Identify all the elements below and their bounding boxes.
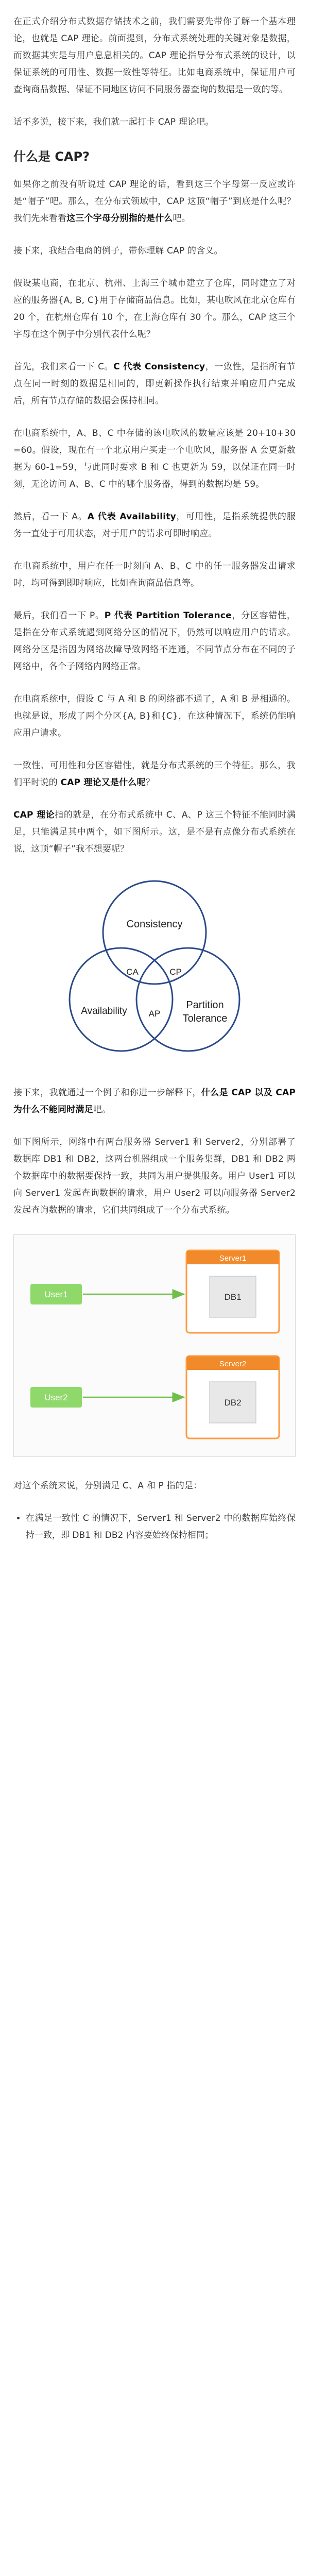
- system-diagram: [13, 1234, 296, 1457]
- paragraph-cap-definition: [13, 807, 296, 858]
- text: 如果你之前没有听说过 CAP 理论的话，看到这三个字母第一反应或许是“帽子”吧。那么，在分布式领域中，CAP 这顶“帽子”到底是什么呢？我们先来看看: [13, 179, 296, 224]
- paragraph-partition: [13, 607, 296, 675]
- paragraph-availability: [13, 509, 296, 543]
- server1-label: Server1: [219, 1254, 247, 1263]
- paragraph-consistency: [13, 359, 296, 410]
- paragraph-hat: [13, 176, 296, 227]
- paragraph-example-intro: 接下来，我结合电商的例子，带你理解 CAP 的含义。: [13, 246, 223, 256]
- paragraph-cap-question: [13, 757, 296, 791]
- partition-label-line2: Tolerance: [182, 1013, 228, 1024]
- paragraph-consistency-example: 在电商系统中，A、B、C 中存储的该电吹风的数量应该是 20+10+30=60。假设，现在有一个北京用户买走一个电吹风，服务器 A 会更新数据为 60-1=59，与此同时要求 B 和 C 也更新为 59，以保证在同一时刻，无论访问 A、B、C 中的哪个服务器，得到的数据均是 59。: [13, 428, 296, 489]
- text: ，一致性，是指所有节点在同一时刻的数据是相同的，即更新操作执行结束并响应用户完成后，所有节点存储的数据会保持相同。: [13, 362, 296, 406]
- emphasis: P 代表 Partition Tolerance: [104, 611, 232, 621]
- paragraph-availability-example: 在电商系统中，用户在任一时刻向 A、B、C 中的任一服务器发出请求时，均可得到即时响应，比如查询商品信息等。: [13, 561, 296, 588]
- ca-label: CA: [126, 967, 139, 977]
- text: 吧。: [173, 213, 191, 224]
- paragraph-lead: 话不多说，接下来，我们就一起打卡 CAP 理论吧。: [13, 117, 214, 127]
- user2-label: User2: [44, 1393, 68, 1402]
- paragraph-explain-intro: [13, 1084, 296, 1118]
- text: 首先，我们来看一下 C。: [13, 362, 114, 372]
- emphasis: 这三个字母分别指的是什么: [66, 213, 173, 224]
- list-item: • 在满足一致性 C 的情况下，Server1 和 Server2 中的数据库始终保持一致，即 DB1 和 DB2 内容要始终保持相同；: [26, 1510, 296, 1544]
- partition-label-line1: Partition: [186, 999, 224, 1011]
- ap-label: AP: [148, 1009, 161, 1019]
- db2-label: DB2: [224, 1398, 242, 1408]
- user1-label: User1: [44, 1290, 68, 1299]
- text: ，分区容错性，是指在分布式系统遇到网络分区的情况下，仍然可以响应用户的请求。网络分区是指因为网络故障导致网络不连通，不同节点分布在不同的子网络中，各个子网络内网络正常。: [13, 611, 296, 672]
- text: ，可用性，是指系统提供的服务一直处于可用状态，对于用户的请求可即时响应。: [13, 512, 296, 539]
- emphasis: CAP 理论又是什么呢: [60, 777, 146, 788]
- cap-venn-diagram: [13, 873, 296, 1064]
- emphasis: 什么是 CAP 以及 CAP 为什么不能同时满足: [13, 1088, 296, 1115]
- paragraph-partition-example: 在电商系统中，假设 C 与 A 和 B 的网络都不通了，A 和 B 是相通的。也就是说，形成了两个分区{A, B}和{C}，在这种情况下，系统仍能响应用户请求。: [13, 694, 296, 738]
- text: ？: [145, 777, 155, 788]
- section-heading-what-is-cap: 什么是 CAP?: [13, 149, 90, 164]
- consistency-label: Consistency: [126, 919, 183, 930]
- availability-circle: [70, 948, 173, 1051]
- text: 一致性、可用性和分区容错性，就是分布式系统的三个特征。那么，我们平时说的: [13, 760, 296, 788]
- cap-meaning-list: [13, 1510, 296, 1544]
- text: 最后，我们看一下 P。: [13, 611, 105, 621]
- cp-label: CP: [169, 967, 182, 977]
- paragraph-cap-meaning: 对这个系统来说，分别满足 C、A 和 P 指的是：: [13, 1481, 202, 1491]
- db1-label: DB1: [224, 1292, 242, 1302]
- availability-label: Availability: [81, 1006, 127, 1016]
- emphasis: C 代表 Consistency: [113, 362, 205, 372]
- consistency-circle: [103, 881, 206, 984]
- text: 接下来，我就通过一个例子和你进一步解释下，: [13, 1088, 201, 1098]
- system-svg: [14, 1235, 295, 1455]
- emphasis: CAP 理论: [13, 810, 55, 820]
- paragraph-intro: 在正式介绍分布式数据存储技术之前，我们需要先带你了解一个基本理论，也就是 CAP 理论。前面提到，分布式系统处理的关键对象是数据，而数据其实是与用户息息相关的。CAP 理论指导分布式系统的设计，以保证系统的可用性、数据一致性等特征。比如电商系统中，保证用户可查询商品数据、保证不同地区访问不同服务器查询的数据是一致的等。: [13, 16, 296, 95]
- venn-svg: [57, 873, 252, 1064]
- emphasis: A 代表 Availability: [87, 512, 176, 522]
- text: 吧。: [93, 1105, 111, 1115]
- paragraph-warehouses: 假设某电商，在北京、杭州、上海三个城市建立了仓库，同时建立了对应的服务器{A, B, C}用于存储商品信息。比如，某电吹风在北京仓库有 20 个，在杭州仓库有 10 个，在上海仓库有 30 个。那么，CAP 这三个字母在这个例子中分别代表什么呢？: [13, 278, 296, 340]
- server2-label: Server2: [219, 1360, 247, 1368]
- text: 然后，看一下 A。: [13, 512, 88, 522]
- text: 指的就是，在分布式系统中 C、A、P 这三个特征不能同时满足，只能满足其中两个，如下图所示。这，是不是有点像分布式系统在说，这顶“帽子”我不想要呢？: [13, 810, 296, 854]
- paragraph-system-description: 如下图所示，网络中有两台服务器 Server1 和 Server2，分别部署了数据库 DB1 和 DB2，这两台机器组成一个服务集群，DB1 和 DB2 两个数据库中的数据要保持一致，共同为用户提供服务。用户 User1 可以向 Server1 发起查询数据的请求，用户 User2 可以向服务器 Server2 发起查询数据的请求，它们共同组成了一个分布式系统。: [13, 1137, 296, 1215]
